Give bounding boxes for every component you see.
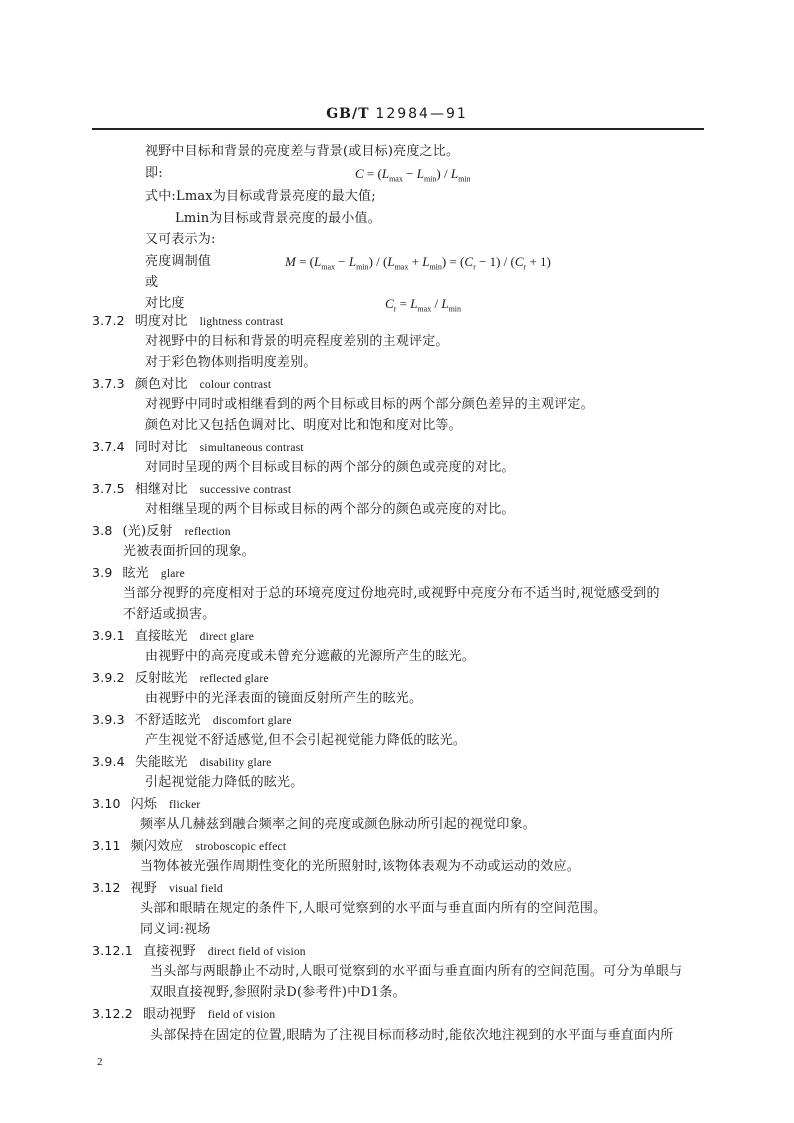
formula-part: r bbox=[523, 262, 527, 272]
term-chinese: 相继对比 bbox=[134, 482, 188, 497]
formula-part: L bbox=[381, 166, 390, 181]
term-number: 3.9.2 bbox=[92, 670, 125, 685]
body-text-line: 即: bbox=[145, 166, 163, 181]
formula-part: r bbox=[473, 262, 476, 272]
standard-number: 12984—91 bbox=[375, 106, 468, 122]
body-text-line: 对视野中同时或相继看到的两个目标或目标的两个部分颜色差异的主观评定。 bbox=[145, 397, 594, 412]
term-chinese: (光)反射 bbox=[122, 524, 173, 539]
term-chinese: 直接视野 bbox=[142, 944, 196, 959]
term-english: simultaneous contrast bbox=[199, 442, 304, 454]
formula-part: max bbox=[394, 262, 409, 272]
term-number: 3.10 bbox=[92, 796, 121, 811]
formula-part: L bbox=[348, 254, 357, 269]
body-text-line: 对同时呈现的两个目标或目标的两个部分的颜色或亮度的对比。 bbox=[145, 460, 515, 475]
term-heading bbox=[92, 628, 254, 645]
formula-part: C bbox=[385, 296, 394, 311]
term-chinese: 视野 bbox=[130, 881, 158, 896]
term-heading bbox=[92, 565, 185, 582]
formula-part: min bbox=[458, 174, 471, 184]
term-english: direct field of vision bbox=[207, 946, 306, 958]
body-text-line: 由视野中的高亮度或未曾充分遮蔽的光源所产生的眩光。 bbox=[145, 649, 476, 664]
term-heading bbox=[92, 880, 223, 897]
term-number: 3.9.4 bbox=[92, 754, 125, 769]
term-english: reflection bbox=[184, 526, 231, 538]
term-number: 3.7.2 bbox=[92, 313, 125, 328]
body-text-line: 当部分视野的亮度相对于总的环境亮度过份地亮时,或视野中亮度分布不适当时,视觉感受到的 bbox=[123, 586, 660, 601]
term-heading bbox=[92, 796, 200, 813]
term-english: direct glare bbox=[199, 631, 255, 643]
formula-part: ) = ( bbox=[441, 254, 465, 269]
body-text-line: 对视野中的目标和背景的明亮程度差别的主观评定。 bbox=[145, 334, 449, 349]
formula-part: C bbox=[464, 254, 474, 269]
formula-part: L bbox=[314, 254, 322, 269]
formula-part: min bbox=[423, 174, 437, 184]
term-chinese: 同时对比 bbox=[134, 440, 188, 455]
formula-part: max bbox=[389, 174, 403, 184]
formula-part: − 1) / ( bbox=[475, 254, 515, 269]
body-text-line: 当物体被光强作周期性变化的光所照射时,该物体表观为不动或运动的效应。 bbox=[140, 859, 580, 874]
formula-contrast bbox=[355, 166, 471, 184]
formula-part: C bbox=[514, 254, 524, 269]
formula-part: r bbox=[393, 304, 397, 314]
body-text-line: 当头部与两眼静止不动时,人眼可觉察到的水平面与垂直面内所有的空间范围。可分为单眼与 bbox=[150, 964, 683, 979]
formula-part: + bbox=[408, 254, 423, 269]
term-english: discomfort glare bbox=[212, 715, 292, 727]
formula-part: = bbox=[396, 296, 411, 311]
term-heading bbox=[92, 376, 271, 393]
term-english: field of vision bbox=[207, 1009, 276, 1021]
formula-part: = ( bbox=[295, 254, 315, 269]
term-chinese: 直接眩光 bbox=[134, 629, 188, 644]
body-text-line: 或 bbox=[145, 275, 159, 290]
term-english: flicker bbox=[169, 799, 201, 811]
term-heading bbox=[92, 712, 292, 729]
formula-part: M bbox=[285, 254, 296, 269]
term-heading bbox=[92, 481, 291, 498]
formula-part: = ( bbox=[363, 166, 382, 181]
term-heading bbox=[92, 1006, 275, 1023]
term-heading bbox=[92, 670, 269, 687]
body-text-line: 由视野中的光泽表面的镜面反射所产生的眩光。 bbox=[145, 691, 423, 706]
document-header bbox=[0, 106, 794, 122]
page-number: 2 bbox=[97, 1056, 103, 1068]
term-english: colour contrast bbox=[199, 379, 272, 391]
term-chinese: 眼动视野 bbox=[142, 1007, 196, 1022]
body-text-line: 颜色对比又包括色调对比、明度对比和饱和度对比等。 bbox=[145, 418, 462, 433]
formula-part: L bbox=[410, 296, 418, 311]
term-english: lightness contrast bbox=[199, 316, 284, 328]
term-number: 3.9.3 bbox=[92, 712, 125, 727]
term-number: 3.12.2 bbox=[92, 1006, 133, 1021]
term-english: successive contrast bbox=[199, 484, 292, 496]
body-text-line: 不舒适或损害。 bbox=[123, 607, 216, 622]
body-text-line: 双眼直接视野,参照附录D(参考件)中D1条。 bbox=[150, 985, 406, 1000]
formula-part: min bbox=[448, 304, 462, 314]
formula-part: C bbox=[355, 166, 364, 181]
term-number: 3.9 bbox=[92, 565, 113, 580]
formula-part: ) / ( bbox=[368, 254, 388, 269]
formula-part: L bbox=[441, 296, 449, 311]
header-rule bbox=[92, 128, 704, 130]
body-text-line: 头部保持在固定的位置,眼睛为了注视目标而移动时,能依次地注视到的水平面与垂直面内所 bbox=[150, 1028, 674, 1043]
term-number: 3.7.4 bbox=[92, 439, 125, 454]
term-english: stroboscopic effect bbox=[195, 841, 287, 853]
term-number: 3.11 bbox=[92, 838, 121, 853]
formula-part: L bbox=[416, 166, 424, 181]
formula-part: − bbox=[335, 254, 349, 269]
term-number: 3.9.1 bbox=[92, 628, 125, 643]
formula-part: max bbox=[417, 304, 432, 314]
term-chinese: 明度对比 bbox=[134, 314, 188, 329]
formula-contrast-ratio bbox=[385, 296, 461, 314]
formula-part: min bbox=[429, 262, 442, 272]
body-text-line: 视野中目标和背景的亮度差与背景(或目标)亮度之比。 bbox=[145, 144, 460, 159]
term-chinese: 闪烁 bbox=[130, 797, 158, 812]
term-chinese: 失能眩光 bbox=[134, 755, 188, 770]
term-number: 3.7.5 bbox=[92, 481, 125, 496]
body-text-line: 产生视觉不舒适感觉,但不会引起视觉能力降低的眩光。 bbox=[145, 733, 467, 748]
formula-part: L bbox=[387, 254, 395, 269]
term-english: glare bbox=[160, 568, 185, 580]
formula-part: − bbox=[402, 166, 417, 181]
term-english: visual field bbox=[169, 883, 223, 895]
term-chinese: 反射眩光 bbox=[134, 671, 188, 686]
body-text-line: 对相继呈现的两个目标或目标的两个部分的颜色或亮度的对比。 bbox=[145, 502, 515, 517]
term-heading bbox=[92, 313, 283, 330]
body-text-line: 引起视觉能力降低的眩光。 bbox=[145, 775, 304, 790]
term-number: 3.7.3 bbox=[92, 376, 125, 391]
term-chinese: 眩光 bbox=[122, 566, 149, 581]
term-english: disability glare bbox=[199, 757, 272, 769]
formula-part: min bbox=[356, 262, 369, 272]
formula-part: ) / bbox=[436, 166, 451, 181]
term-heading bbox=[92, 439, 304, 456]
body-text-line: 光被表面折回的现象。 bbox=[123, 544, 256, 559]
term-number: 3.12.1 bbox=[92, 943, 133, 958]
term-number: 3.12 bbox=[92, 880, 121, 895]
term-heading bbox=[92, 943, 306, 960]
body-text-line: 同义词:视场 bbox=[140, 922, 211, 937]
body-text-line: 频率从几赫兹到融合频率之间的亮度或颜色脉动所引起的视觉印象。 bbox=[140, 817, 537, 832]
body-text-line: Lmin为目标或背景亮度的最小值。 bbox=[175, 211, 381, 226]
term-chinese: 颜色对比 bbox=[134, 377, 188, 392]
formula-part: L bbox=[422, 254, 430, 269]
formula-part: L bbox=[450, 166, 459, 181]
formula-part: max bbox=[321, 262, 336, 272]
body-text-line: 式中:Lmax为目标或背景亮度的最大值; bbox=[145, 189, 376, 204]
body-text-line: 对于彩色物体则指明度差别。 bbox=[145, 355, 317, 370]
formula-part: + 1) bbox=[526, 254, 551, 269]
term-heading bbox=[92, 754, 272, 771]
body-text-line: 亮度调制值 bbox=[145, 254, 212, 269]
term-heading bbox=[92, 523, 231, 540]
term-number: 3.8 bbox=[92, 523, 113, 538]
term-chinese: 不舒适眩光 bbox=[134, 713, 201, 728]
term-heading bbox=[92, 838, 286, 855]
standard-prefix: GB/T bbox=[326, 106, 370, 122]
term-chinese: 频闪效应 bbox=[130, 839, 184, 854]
body-text-line: 又可表示为: bbox=[145, 232, 216, 247]
body-text-line: 对比度 bbox=[145, 296, 185, 311]
formula-modulation bbox=[285, 254, 551, 272]
formula-part: / bbox=[431, 296, 442, 311]
body-text-line: 头部和眼睛在规定的条件下,人眼可觉察到的水平面与垂直面内所有的空间范围。 bbox=[140, 901, 607, 916]
term-english: reflected glare bbox=[199, 673, 269, 685]
